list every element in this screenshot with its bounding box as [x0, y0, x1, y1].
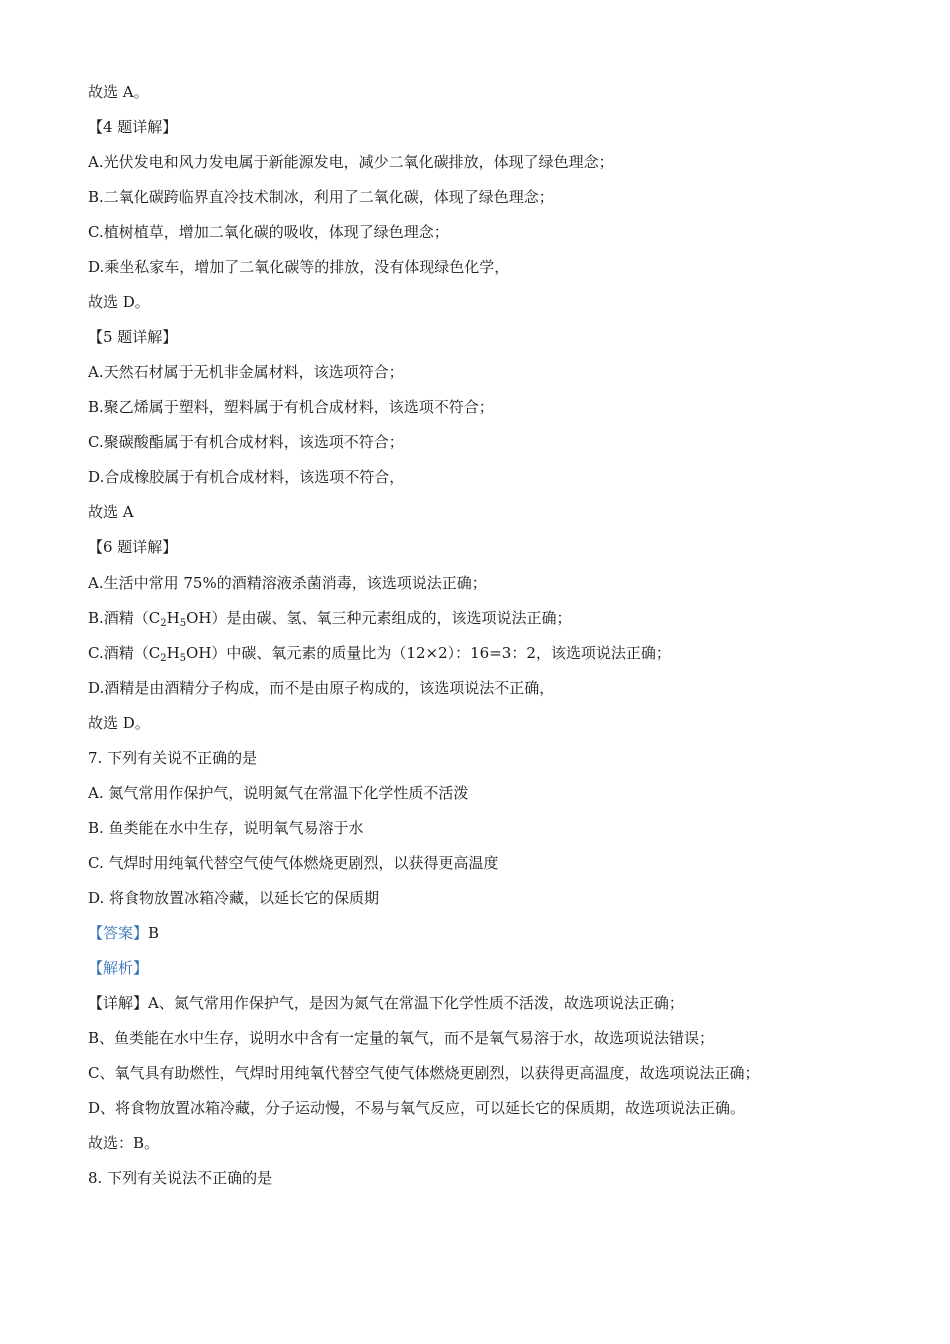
text-segment: B.酒精（C: [88, 609, 161, 627]
text-line: B.聚乙烯属于塑料，塑料属于有机合成材料，该选项不符合；: [88, 398, 494, 416]
text-line: 故选：B。: [88, 1134, 160, 1152]
text-line: 故选 D。: [88, 714, 150, 732]
answer-tag: 【答案】: [88, 924, 149, 942]
text-line: 故选 A: [88, 503, 134, 521]
text-segment: OH）中碳、氧元素的质量比为（12×2）：16=3：2，该选项说法正确；: [186, 644, 671, 662]
section-heading: 【5 题详解】: [88, 328, 178, 346]
text-line: A.生活中常用 75%的酒精溶液杀菌消毒，该选项说法正确；: [88, 574, 487, 592]
text-segment: H: [166, 644, 180, 662]
text-line: B、鱼类能在水中生存，说明水中含有一定量的氧气，而不是氧气易溶于水，故选项说法错误；: [88, 1029, 715, 1047]
text-segment: OH）是由碳、氢、氧三种元素组成的，该选项说法正确；: [186, 609, 572, 627]
subscript: 2: [160, 618, 167, 629]
text-segment: C.酒精（C: [88, 644, 161, 662]
option-c: C. 气焊时用纯氧代替空气使气体燃烧更剧烈，以获得更高温度: [88, 854, 499, 872]
text-line: D.合成橡胶属于有机合成材料，该选项不符合，: [88, 468, 405, 486]
subscript: 2: [160, 653, 167, 664]
section-heading: 【4 题详解】: [88, 118, 178, 136]
option-b: B. 鱼类能在水中生存，说明氧气易溶于水: [88, 819, 364, 837]
text-line: C.植树植草，增加二氧化碳的吸收，体现了绿色理念；: [88, 223, 449, 241]
text-line-formula: [88, 643, 671, 663]
question-stem: 7. 下列有关说不正确的是: [88, 749, 258, 767]
text-line: A.天然石材属于无机非金属材料，该选项符合；: [88, 363, 404, 381]
answer-value: B: [148, 924, 160, 942]
text-line: B.二氧化碳跨临界直冷技术制冰，利用了二氧化碳，体现了绿色理念；: [88, 188, 554, 206]
text-line-formula: [88, 608, 572, 628]
question-stem: 8. 下列有关说法不正确的是: [88, 1169, 273, 1187]
text-line: D.乘坐私家车，增加了二氧化碳等的排放，没有体现绿色化学，: [88, 258, 510, 276]
subscript: 5: [179, 618, 187, 629]
text-line: 故选 D。: [88, 293, 150, 311]
text-line: C、氧气具有助燃性，气焊时用纯氧代替空气使气体燃烧更剧烈，以获得更高温度，故选项说法正确；: [88, 1064, 760, 1082]
text-line: 【详解】A、氮气常用作保护气，是因为氮气在常温下化学性质不活泼，故选项说法正确；: [88, 994, 684, 1012]
answer-line: [88, 923, 159, 943]
option-d: D. 将食物放置冰箱冷藏，以延长它的保质期: [88, 889, 380, 907]
option-a: A. 氮气常用作保护气，说明氮气在常温下化学性质不活泼: [88, 784, 469, 802]
text-segment: H: [166, 609, 180, 627]
section-heading: 【6 题详解】: [88, 538, 178, 556]
text-line: D.酒精是由酒精分子构成，而不是由原子构成的，该选项说法不正确，: [88, 679, 555, 697]
analysis-tag: 【解析】: [88, 959, 149, 977]
subscript: 5: [179, 653, 187, 664]
text-line: D、将食物放置冰箱冷藏，分子运动慢，不易与氧气反应，可以延长它的保质期，故选项说法正确。: [88, 1099, 746, 1117]
text-line: 故选 A。: [88, 83, 149, 101]
text-line: A.光伏发电和风力发电属于新能源发电，减少二氧化碳排放，体现了绿色理念；: [88, 153, 614, 171]
text-line: C.聚碳酸酯属于有机合成材料，该选项不符合；: [88, 433, 404, 451]
